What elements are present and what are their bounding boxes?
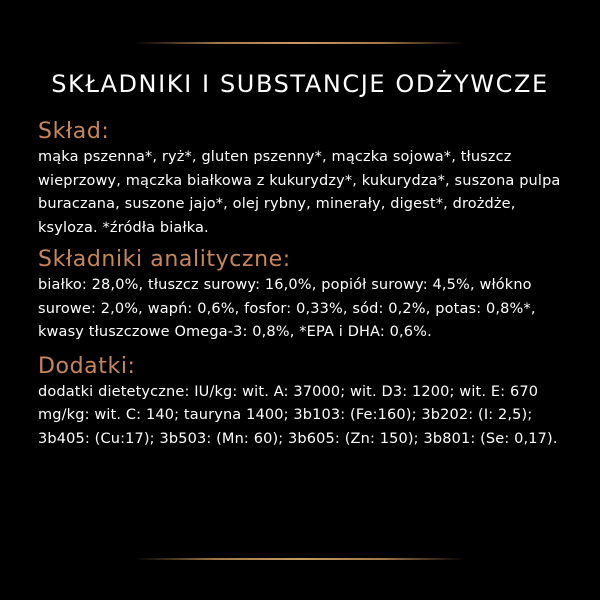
analytical-heading: Składniki analityczne:	[38, 247, 291, 272]
composition-text: mąka pszenna*, ryż*, gluten pszenny*, mączka sojowa*, tłuszcz wieprzowy, mączka białkowa z kukurydzy*, kukurydza*, suszona pulpa buraczana, suszone jajo*, olej rybny, minerały, digest*, drożdże, ksyloza. *źródła białka.	[38, 149, 561, 236]
composition-heading: Skład:	[38, 119, 110, 144]
analytical-text: białko: 28,0%, tłuszcz surowy: 16,0%, popiół surowy: 4,5%, włókno surowe: 2,0%, wapń: 0,6%, fosfor: 0,33%, sód: 0,2%, potas: 0,8%*, kwasy tłuszczowe Omega-3: 0,8%, *EPA i DHA: 0,6%.	[38, 277, 536, 340]
content-area	[38, 118, 566, 457]
additives-text: dodatki dietetyczne: IU/kg: wit. A: 37000; wit. D3: 1200; wit. E: 670 mg/kg: wit. C: 140; tauryna 1400; 3b103: (Fe:160); 3b202: (I: 2,5); 3b405: (Cu:17); 3b503: (Mn: 60); 3b605: (Zn: 150); 3b801: (Se: 0,17).	[38, 383, 558, 447]
section-composition	[38, 118, 566, 240]
section-analytical	[38, 246, 566, 345]
top-gold-divider	[135, 42, 465, 44]
bottom-gold-divider	[135, 558, 465, 560]
additives-heading: Dodatki:	[38, 353, 136, 379]
page-title: SKŁADNIKI I SUBSTANCJE ODŻYWCZE	[51, 70, 549, 98]
section-additives	[38, 353, 566, 452]
